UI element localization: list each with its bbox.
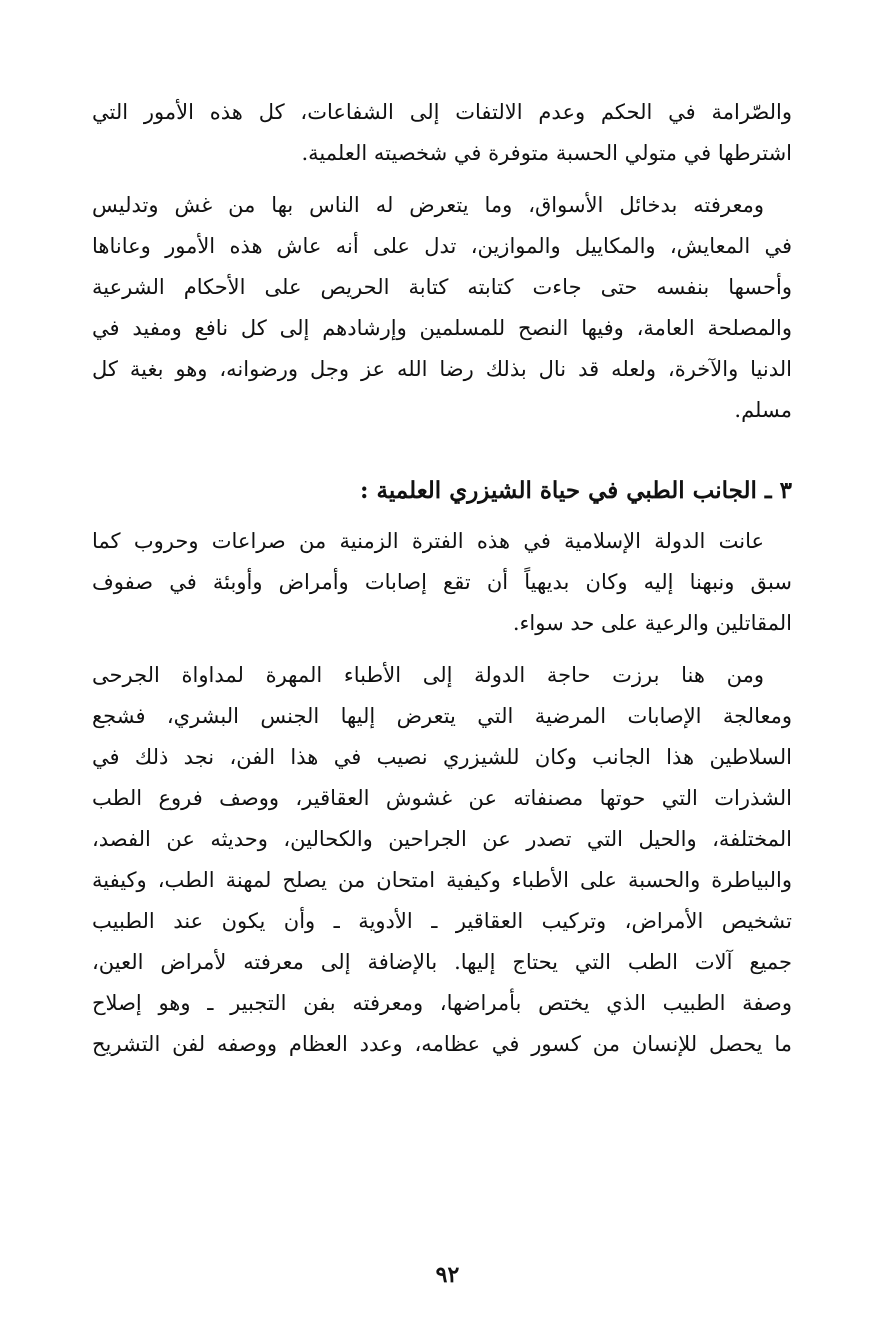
text-line: ما يحصل للإنسان من كسور في عظامه، وعدد العظام ووصفه لفن التشريح	[92, 1032, 792, 1056]
text-line: وصفة الطبيب الذي يختص بأمراضها، ومعرفته بفن التجبير ـ وهو إصلاح	[92, 991, 792, 1015]
text-line: وأحسها بنفسه حتى جاءت كتابته كتابة الحريص على الأحكام الشرعية	[92, 275, 792, 299]
page-body	[92, 92, 792, 1065]
text-line: السلاطين هذا الجانب وكان للشيزري نصيب في هذا الفن، نجد ذلك في	[92, 745, 792, 769]
text-line: والبياطرة والحسبة على الأطباء وكيفية امتحان من يصلح لمهنة الطب، وكيفية	[92, 868, 792, 892]
text-line: الدنيا والآخرة، ولعله قد نال بذلك رضا الله عز وجل ورضوانه، وهو بغية كل	[92, 357, 792, 381]
text-line: جميع آلات الطب التي يحتاج إليها. بالإضافة إلى معرفته لأمراض العين،	[92, 950, 792, 974]
paragraph-4	[92, 655, 792, 1065]
section-heading: ٣ ـ الجانب الطبي في حياة الشيزري العلمية :	[360, 477, 792, 504]
text-line: سبق ونبهنا إليه وكان بديهياً أن تقع إصابات وأمراض وأوبئة في صفوف	[92, 570, 792, 594]
page-number: ٩٢	[435, 1262, 460, 1288]
paragraph-1	[92, 92, 792, 174]
text-line: ومن هنا برزت حاجة الدولة إلى الأطباء المهرة لمداواة الجرحى	[92, 663, 764, 687]
text-line: اشترطها في متولي الحسبة متوفرة في شخصيته العلمية.	[301, 141, 792, 165]
text-line: تشخيص الأمراض، وتركيب العقاقير ـ الأدوية ـ وأن يكون عند الطبيب	[92, 909, 792, 933]
text-line: المختلفة، والحيل التي تصدر عن الجراحين والكحالين، وحديثه عن الفصد،	[92, 827, 792, 851]
text-line: والمصلحة العامة، وفيها النصح للمسلمين وإرشادهم إلى كل نافع ومفيد في	[92, 316, 792, 340]
text-line: ومعالجة الإصابات المرضية التي يتعرض إليها الجنس البشري، فشجع	[92, 704, 792, 728]
paragraph-2	[92, 185, 792, 431]
text-line: الشذرات التي حوتها مصنفاته عن غشوش العقاقير، ووصف فروع الطب	[92, 786, 792, 810]
text-line: عانت الدولة الإسلامية في هذه الفترة الزمنية من صراعات وحروب كما	[92, 529, 764, 553]
text-line: المقاتلين والرعية على حد سواء.	[512, 611, 792, 635]
paragraph-3	[92, 521, 792, 644]
text-line: ومعرفته بدخائل الأسواق، وما يتعرض له الناس بها من غش وتدليس	[92, 193, 764, 217]
text-line: في المعايش، والمكاييل والموازين، تدل على أنه عاش هذه الأمور وعاناها	[92, 234, 792, 258]
text-line: مسلم.	[734, 398, 792, 422]
text-line: والصّرامة في الحكم وعدم الالتفات إلى الشفاعات، كل هذه الأمور التي	[92, 100, 792, 124]
